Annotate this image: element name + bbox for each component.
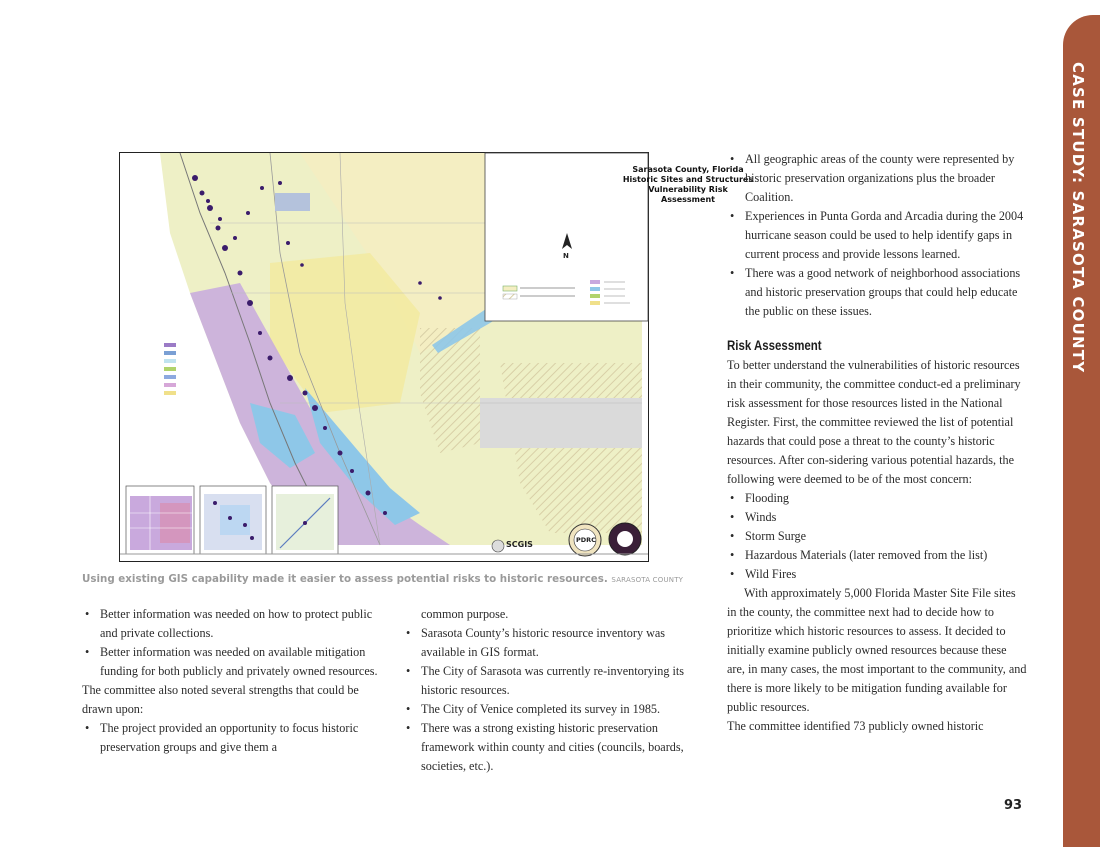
strengths-list — [82, 719, 382, 757]
section-heading: Risk Assessment — [727, 338, 822, 353]
figure-caption — [82, 573, 702, 585]
strengths-intro: The committee also noted several strengths that could be drawn upon: — [82, 683, 359, 716]
caption-text: Using existing GIS capability made it easier to assess potential risks to historic resources. — [82, 573, 608, 585]
list-item: • Storm Surge — [727, 527, 1027, 546]
map-title-line-2: Historic Sites and Structures — [622, 175, 754, 184]
list-item: • Winds — [727, 508, 1027, 527]
map-title-line-1: Sarasota County, Florida — [632, 165, 744, 174]
list-item-continuation: common purpose. — [421, 607, 509, 621]
county-seal — [609, 523, 641, 555]
hazards-list — [727, 489, 1027, 584]
north-label: N — [563, 252, 569, 260]
scgis-logo-text: SCGIS — [506, 540, 533, 549]
side-tab-label: CASE STUDY: SARASOTA COUNTY — [1069, 62, 1087, 374]
list-item: • Sarasota County’s historic resource inventory was available in GIS format. — [403, 624, 703, 662]
list-item: • There was a strong existing historic preservation framework within county and cities (councils, boards, societies, etc.). — [403, 719, 703, 776]
list-item: • Flooding — [727, 489, 1027, 508]
middle-column — [403, 605, 703, 776]
right-column — [727, 150, 1027, 736]
page-number: 93 — [1004, 798, 1023, 813]
strengths-list-continued — [403, 624, 703, 776]
gis-map-figure — [119, 152, 754, 562]
list-item: • Better information was needed on available mitigation funding for both publicly and privately owned resources. — [82, 643, 382, 681]
inset-map-2 — [200, 486, 266, 554]
body-paragraph: To better understand the vulnerabilities of historic resources in their community, the committee conduct-ed a preliminary risk assessment for those resources listed in the National Register. First, the committee reviewed the list of potential hazards that could pose a threat to the county’s historic resources. After con-sidering various potential hazards, the following were deemed to be of the most concern: — [727, 358, 1021, 486]
scgis-logo — [492, 540, 504, 552]
list-item: • The City of Sarasota was currently re-inventorying its historic resources. — [403, 662, 703, 700]
list-item: • There was a good network of neighborhood associations and historic preservation groups that could help educate the public on these issues. — [727, 264, 1027, 321]
caption-credit: SARASOTA COUNTY — [611, 576, 684, 584]
left-column — [82, 605, 382, 757]
body-paragraph: The committee identified 73 publicly owned historic — [727, 719, 984, 733]
list-item: • Better information was needed on how to protect public and private collections. — [82, 605, 382, 643]
inset-map-3 — [272, 486, 338, 554]
body-paragraph: With approximately 5,000 Florida Master Site File sites in the county, the committee next had to decide how to prioritize which historic resources to assess. It decided to initially examine publicly owned resources because these are, in many cases, the most important to the community, and there is more likely to be mitigation funding available for public resources. — [727, 586, 1027, 714]
list-item: • All geographic areas of the county were represented by historic preservation organizations plus the broader Coalition. — [727, 150, 1027, 207]
inset-map-1 — [126, 486, 194, 554]
concerns-list — [82, 605, 382, 681]
strengths-list-end — [727, 150, 1027, 321]
map-title-line-3: Vulnerability Risk Assessment — [648, 185, 728, 204]
list-item: • Experiences in Punta Gorda and Arcadia during the 2004 hurricane season could be used to help identify gaps in current process and provide lessons learned. — [727, 207, 1027, 264]
map-graphic — [120, 153, 648, 561]
list-item: • The City of Venice completed its survey in 1985. — [403, 700, 703, 719]
list-item: • Wild Fires — [727, 565, 1027, 584]
gray-zone — [480, 398, 642, 448]
pdrc-logo-text: PDRC — [576, 536, 596, 544]
list-item: • The project provided an opportunity to focus historic preservation groups and give them a — [82, 719, 382, 757]
list-item: • Hazardous Materials (later removed from the list) — [727, 546, 1027, 565]
